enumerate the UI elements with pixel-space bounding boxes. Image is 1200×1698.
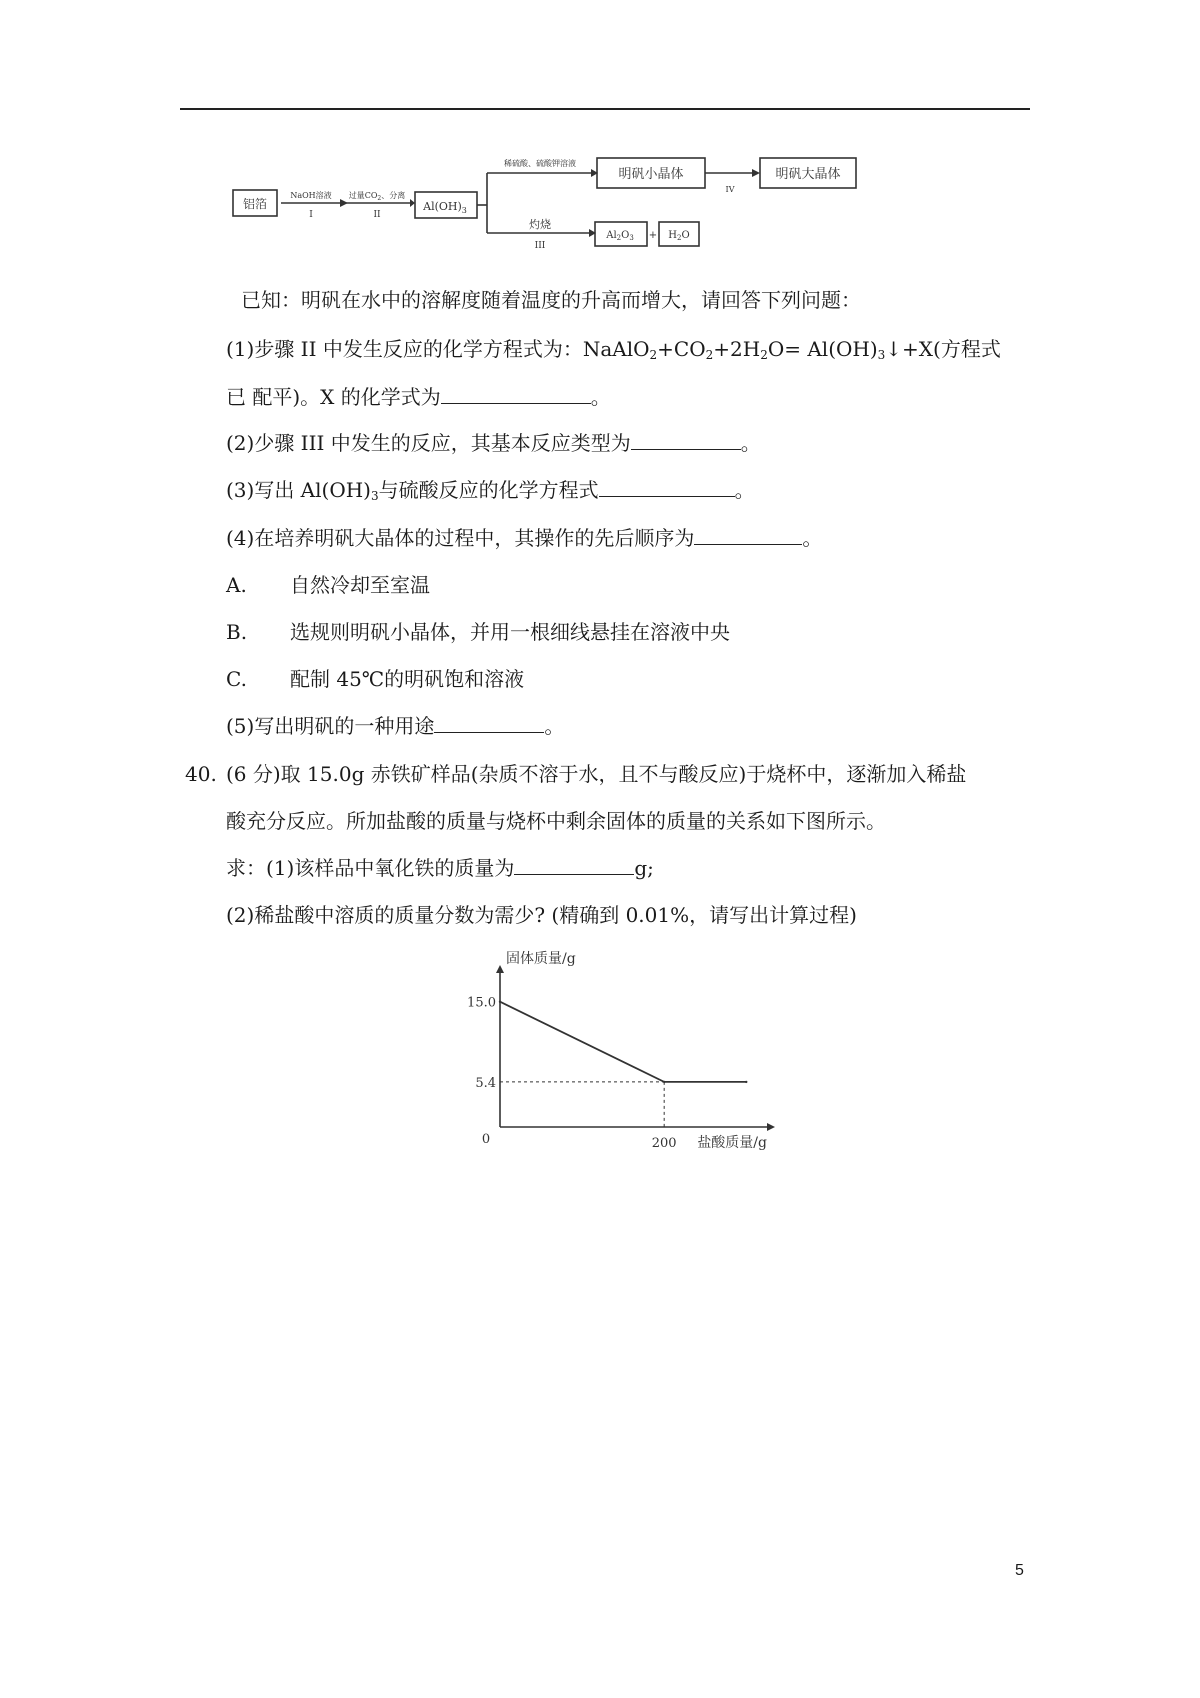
box-large-crystal-label: 明矾大晶体	[775, 167, 841, 182]
answer-blank-q5[interactable]	[434, 714, 544, 733]
mass-relation-chart	[440, 945, 800, 1165]
branch-upper-reagent: 稀硫酸、硫酸钾溶液	[504, 159, 576, 168]
series-point-1	[663, 1081, 665, 1083]
process-flowchart	[225, 140, 945, 265]
branch-lower-reagent: 灼烧	[529, 218, 551, 231]
answer-blank-q2[interactable]	[631, 431, 741, 450]
step2-reagent: 过量$CO_2$、分离	[348, 191, 406, 202]
question-2: (2)少骤 III 中发生的反应，其基本反应类型为 。	[226, 431, 761, 455]
x-tick-label-200: 200	[651, 1136, 677, 1151]
series-point-0	[499, 1001, 501, 1003]
question-1-line2: 已 配平)。X 的化学式为 。	[226, 385, 611, 409]
step1-num: I	[309, 210, 313, 220]
box-start-label: 铝箔	[242, 197, 268, 211]
problem-40-line2: 酸充分反应。所加盐酸的质量与烧杯中剩余固体的质量的关系如下图所示。	[226, 809, 886, 833]
known-statement: 已知：明矾在水中的溶解度随着温度的升高而增大，请回答下列问题：	[241, 288, 861, 312]
y-tick-label-15: 15.0	[467, 995, 496, 1011]
y-tick-label-5-4: 5.4	[475, 1075, 496, 1091]
question-4: (4)在培养明矾大晶体的过程中，其操作的先后顺序为 。	[226, 526, 823, 550]
step3-num: III	[534, 241, 546, 251]
step2-num: II	[373, 210, 381, 220]
option-a: A. 自然冷却至室温	[226, 573, 430, 597]
question-1-line1: (1)步骤 II 中发生反应的化学方程式为：$NaAlO_2+CO_2+2H_2O=$ $Al(OH)_3↓+X$(方程式	[226, 337, 1001, 362]
box-al2o3-label: $Al_2O_3$	[606, 230, 634, 242]
box-small-crystal-label: 明矾小晶体	[618, 167, 684, 182]
answer-blank-p40-q1[interactable]	[514, 856, 634, 875]
question-5: (5)写出明矾的一种用途 。	[226, 714, 565, 738]
problem-40-number: 40.	[185, 762, 217, 786]
box-mid-label: $Al(OH)_3$	[423, 200, 467, 215]
answer-blank-q3[interactable]	[599, 478, 735, 497]
y-axis-label: 固体质量/g	[506, 951, 576, 967]
answer-blank-q1[interactable]	[441, 385, 591, 404]
answer-blank-q4[interactable]	[694, 526, 802, 545]
series-point-2	[745, 1081, 747, 1083]
x-axis-arrow	[767, 1123, 775, 1131]
question-3: (3)写出 $Al(OH)_3$与硫酸反应的化学方程式 。	[226, 478, 755, 503]
page-number: 5	[1015, 1562, 1024, 1579]
box-h2o-label: $H_2O$	[668, 230, 690, 242]
series-line	[500, 1002, 746, 1082]
problem-40-q1: 求：(1)该样品中氧化铁的质量为 g;	[226, 856, 654, 880]
header-rule	[180, 108, 1030, 110]
plus-sign: +	[648, 230, 658, 241]
x-axis-label: 盐酸质量/g	[697, 1135, 767, 1151]
option-b: B. 选规则明矾小晶体，并用一根细线悬挂在溶液中央	[226, 620, 730, 644]
problem-40-line1: (6 分)取 15.0g 赤铁矿样品(杂质不溶于水，且不与酸反应)于烧杯中，逐渐加入稀盐	[226, 762, 967, 786]
y-axis-arrow	[496, 965, 504, 973]
problem-40-q2: (2)稀盐酸中溶质的质量分数为需少? (精确到 0.01%，请写出计算过程)	[226, 903, 857, 927]
option-c: C. 配制 45℃的明矾饱和溶液	[226, 667, 525, 691]
step4-num: IV	[725, 185, 735, 194]
origin-label: 0	[481, 1132, 491, 1147]
step1-reagent: NaOH溶液	[290, 191, 332, 200]
